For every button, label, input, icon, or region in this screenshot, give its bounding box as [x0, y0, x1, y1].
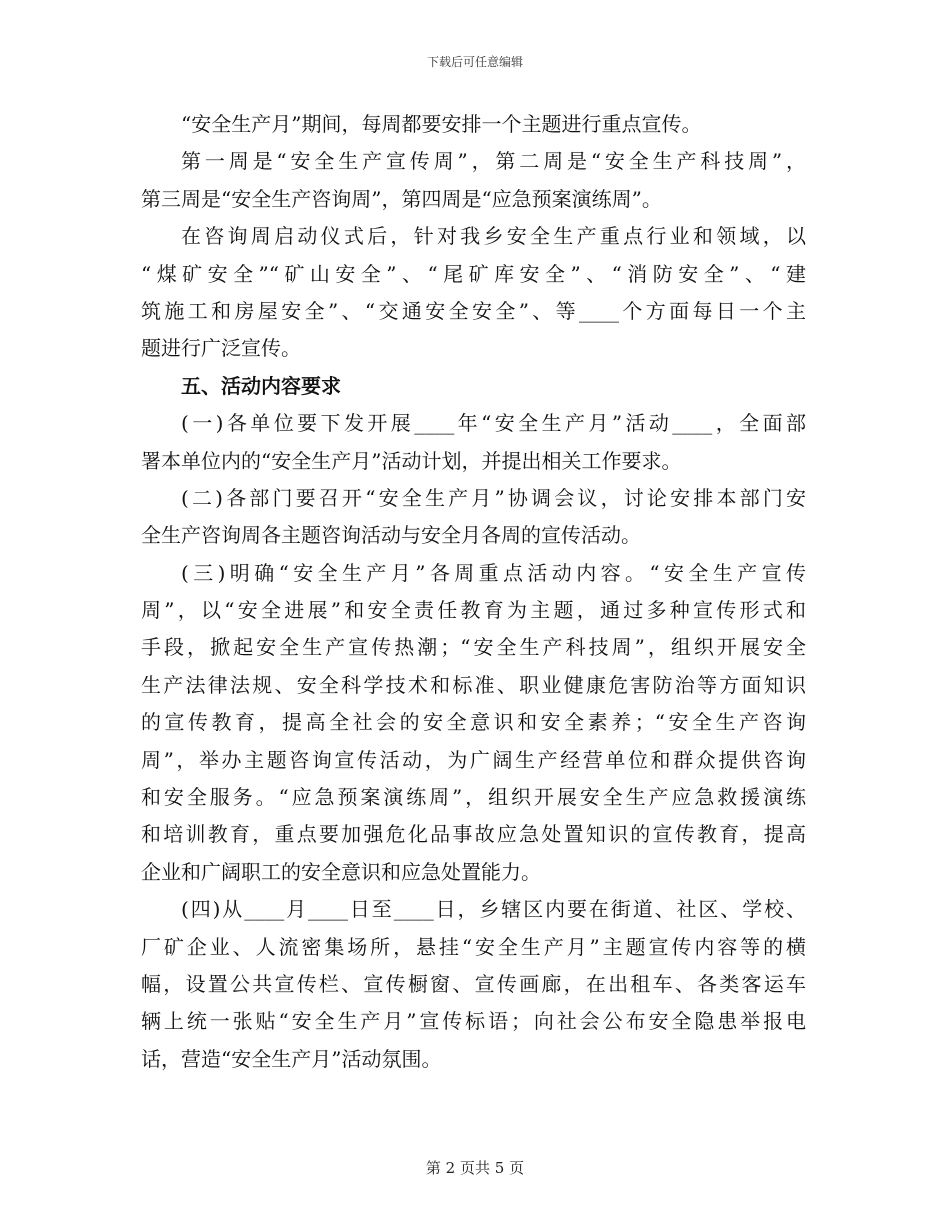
text-line: 手段，掀起安全生产宣传热潮；“安全生产科技周”，组织开展安全	[141, 635, 806, 660]
page-header: 下载后可任意编辑	[426, 55, 523, 69]
document-body	[141, 106, 806, 1078]
text-line: 的宣传教育，提高全社会的安全意识和安全素养；“安全生产咨询	[141, 710, 806, 735]
page-footer: 第 2 页共 5 页	[425, 1159, 525, 1177]
text-line: 周”，以“安全进展”和安全责任教育为主题，通过多种宣传形式和	[141, 598, 806, 623]
text-line: 全生产咨询周各主题咨询活动与安全月各周的宣传活动。	[141, 523, 641, 548]
text-line: 和安全服务。“应急预案演练周”，组织开展安全生产应急救援演练	[141, 785, 806, 810]
text-line: (四)从____月____日至____日，乡辖区内要在街道、社区、学校、	[181, 897, 806, 922]
text-line: 生产法律法规、安全科学技术和标准、职业健康危害防治等方面知识	[141, 672, 806, 697]
text-line: 题进行广泛宣传。	[141, 336, 301, 361]
text-line: “煤矿安全”“矿山安全”、“尾矿库安全”、“消防安全”、“建	[141, 261, 806, 286]
text-line: “安全生产月”期间，每周都要安排一个主题进行重点宣传。	[181, 112, 702, 136]
text-line: (三)明确“安全生产月”各周重点活动内容。“安全生产宣传	[181, 560, 806, 585]
text-line: 和培训教育，重点要加强危化品事故应急处置知识的宣传教育，提高	[141, 822, 806, 847]
text-line: 第一周是“安全生产宣传周”，第二周是“安全生产科技周”，	[181, 149, 806, 174]
text-line: 署本单位内的“安全生产月”活动计划，并提出相关工作要求。	[141, 448, 682, 473]
text-line: 周”，举办主题咨询宣传活动，为广阔生产经营单位和群众提供咨询	[141, 747, 806, 772]
section-heading: 五、活动内容要求	[181, 373, 341, 398]
text-line: 第三周是“安全生产咨询周”，第四周是“应急预案演练周”。	[141, 186, 662, 211]
text-line: 企业和广阔职工的安全意识和应急处置能力。	[141, 859, 541, 884]
text-line: 在咨询周启动仪式后，针对我乡安全生产重点行业和领域，以	[181, 224, 806, 249]
text-line: 幅，设置公共宣传栏、宣传橱窗、宣传画廊，在出租车、各类客运车	[141, 971, 806, 996]
text-line: 辆上统一张贴“安全生产月”宣传标语；向社会公布安全隐患举报电	[141, 1009, 806, 1034]
text-line: 筑施工和房屋安全”、“交通安全安全”、等____个方面每日一个主	[141, 298, 806, 323]
text-line: 厂矿企业、人流密集场所，悬挂“安全生产月”主题宣传内容等的横	[141, 934, 806, 959]
text-line: 话，营造“安全生产月”活动氛围。	[141, 1046, 442, 1071]
text-line: (二)各部门要召开“安全生产月”协调会议，讨论安排本部门安	[181, 485, 806, 510]
text-line: (一)各单位要下发开展____年“安全生产月”活动____，全面部	[181, 411, 806, 436]
